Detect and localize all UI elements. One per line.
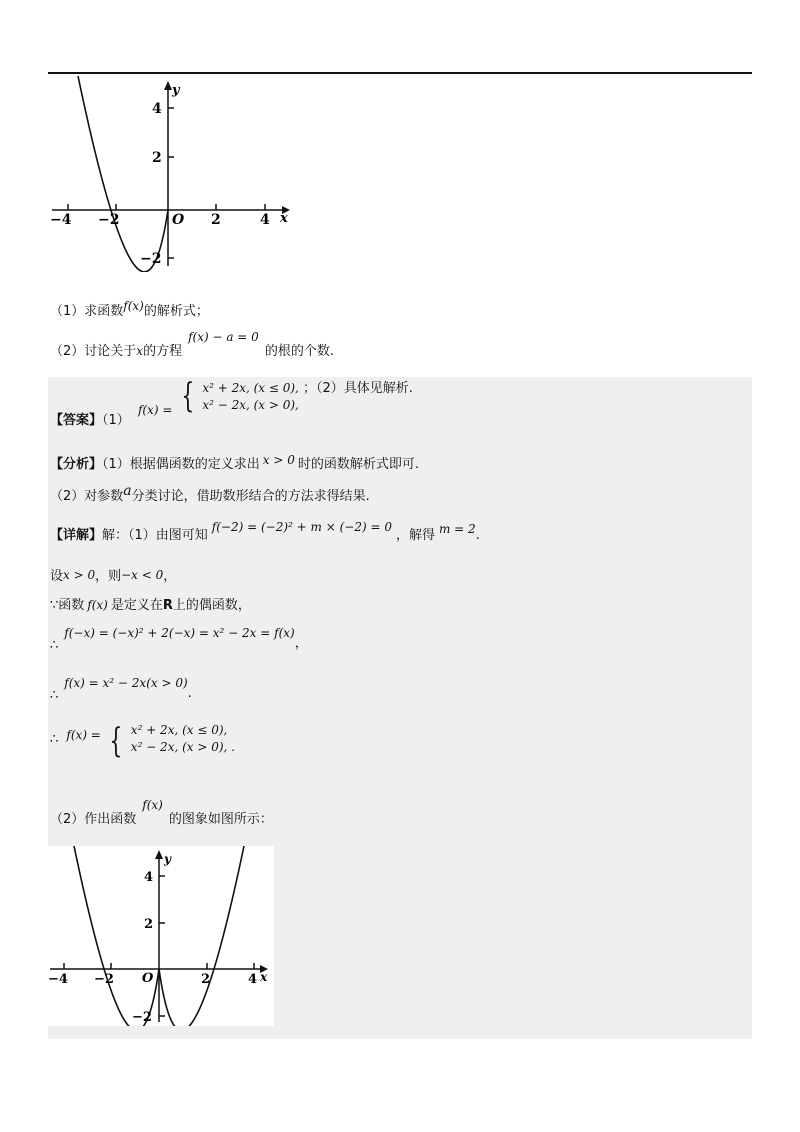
- x-tick-label: −2: [94, 972, 114, 987]
- brace: {: [109, 721, 123, 761]
- detail-text-3b: 是定义在: [110, 598, 163, 613]
- detail-text-2b: ，则: [95, 569, 122, 584]
- q2-mid: 的方程: [143, 344, 183, 359]
- y-tick-label: 4: [152, 101, 162, 117]
- x-tick-label: 4: [248, 972, 258, 987]
- x-axis-label: x: [260, 970, 268, 984]
- analysis-text-2b: 分类讨论，借助数形结合的方法求得结果.: [131, 489, 370, 504]
- graph-figure-2: [48, 846, 274, 1026]
- detail-math-1: f(−2) = (−2)² + m × (−2) = 0: [211, 520, 392, 534]
- brace: {: [180, 376, 194, 416]
- q1-math: f(x): [123, 299, 144, 313]
- detail-line-4: [50, 622, 308, 653]
- answer-line: [50, 376, 413, 428]
- y-axis-label: y: [172, 83, 180, 98]
- detail-math-5: f(x) = x² − 2x(x > 0): [64, 676, 188, 690]
- answer-part1: （1）: [102, 412, 130, 428]
- x-tick-label: 4: [260, 212, 270, 228]
- detail-text-1c: .: [475, 528, 480, 543]
- question-1: [50, 300, 209, 319]
- y-tick-label: 4: [144, 870, 154, 885]
- detail-line-7: [50, 798, 273, 827]
- detail-text-4: ，: [294, 636, 308, 651]
- detail-line-5: [50, 676, 192, 703]
- y-tick-label: 2: [144, 917, 154, 932]
- x-tick-label: 2: [201, 972, 211, 987]
- detail-line-3: [50, 594, 251, 613]
- detail-math-2a: x > 0: [63, 568, 96, 582]
- answer-fx: f(x) =: [137, 402, 173, 417]
- q1-text: （1）求函数: [50, 304, 124, 319]
- analysis-label: 【分析】: [50, 457, 103, 472]
- answer-case-2: x² − 2x, (x > 0),: [202, 398, 299, 412]
- detail-label: 【详解】: [50, 528, 103, 543]
- question-2: [50, 330, 334, 359]
- origin-label: O: [172, 212, 185, 228]
- detail-line-2: [50, 565, 176, 584]
- analysis-text-1b: 时的函数解析式即可.: [297, 457, 420, 472]
- detail-math-7: f(x): [142, 798, 163, 812]
- detail-text-1: 解：（1）由图可知: [102, 528, 208, 543]
- detail-math-2b: −x < 0: [121, 568, 164, 582]
- detail-text-7: （2）作出函数: [50, 812, 137, 827]
- answer-part2: ；（2）具体见解析.: [303, 380, 413, 396]
- x-tick-label: 2: [211, 212, 221, 228]
- detail-R: R: [162, 598, 173, 613]
- detail-line-6: [50, 721, 235, 761]
- q2-var: x: [136, 344, 144, 358]
- therefore-symbol: ∴: [50, 731, 59, 747]
- analysis-line-1: [50, 453, 419, 472]
- q1-suffix: 的解析式；: [143, 304, 209, 319]
- analysis-text-2: （2）对参数: [50, 489, 124, 504]
- detail-text-7b: 的图象如图所示：: [168, 812, 273, 827]
- y-tick-label: −2: [132, 1010, 152, 1025]
- q2-text: （2）讨论关于: [50, 344, 137, 359]
- detail-line-1: [50, 520, 480, 543]
- detail-text-3c: 上的偶函数，: [172, 598, 251, 613]
- detail-text-2: 设: [50, 569, 64, 584]
- x-tick-label: −2: [98, 212, 120, 228]
- origin-label: O: [142, 971, 154, 986]
- q2-suffix: 的根的个数.: [264, 344, 334, 359]
- y-tick-label: 2: [152, 150, 162, 166]
- x-axis-label: x: [280, 211, 288, 226]
- analysis-text-1: （1）根据偶函数的定义求出: [102, 457, 260, 472]
- curve-right-branch: [159, 846, 244, 1026]
- detail-case-2: x² − 2x, (x > 0), .: [130, 740, 235, 754]
- detail-text-1b: ，解得: [395, 528, 435, 543]
- analysis-math-2: a: [123, 483, 132, 499]
- answer-label: 【答案】: [50, 412, 103, 428]
- top-rule: [48, 72, 752, 74]
- detail-math-4: f(−x) = (−x)² + 2(−x) = x² − 2x = f(x): [64, 626, 295, 640]
- detail-case-1: x² + 2x, (x ≤ 0),: [130, 723, 228, 737]
- detail-text-3: ∵函数: [50, 598, 85, 613]
- y-axis-label: y: [164, 852, 171, 866]
- analysis-line-2: [50, 485, 370, 504]
- detail-fx: f(x) =: [66, 727, 101, 742]
- detail-text-2c: ，: [163, 569, 177, 584]
- analysis-math-1: x > 0: [262, 453, 295, 467]
- x-tick-label: −4: [48, 972, 68, 987]
- detail-math-3: f(x): [87, 598, 108, 612]
- detail-math-1b: m = 2: [438, 522, 476, 536]
- therefore-symbol: ∴: [50, 688, 59, 703]
- x-tick-label: −4: [50, 212, 72, 228]
- answer-case-1: x² + 2x, (x ≤ 0),: [202, 381, 299, 395]
- graph-figure-1: [48, 76, 298, 272]
- y-tick-label: −2: [140, 251, 162, 267]
- therefore-symbol: ∴: [50, 638, 59, 653]
- q2-math: f(x) − a = 0: [188, 330, 259, 344]
- detail-text-5: .: [187, 686, 192, 701]
